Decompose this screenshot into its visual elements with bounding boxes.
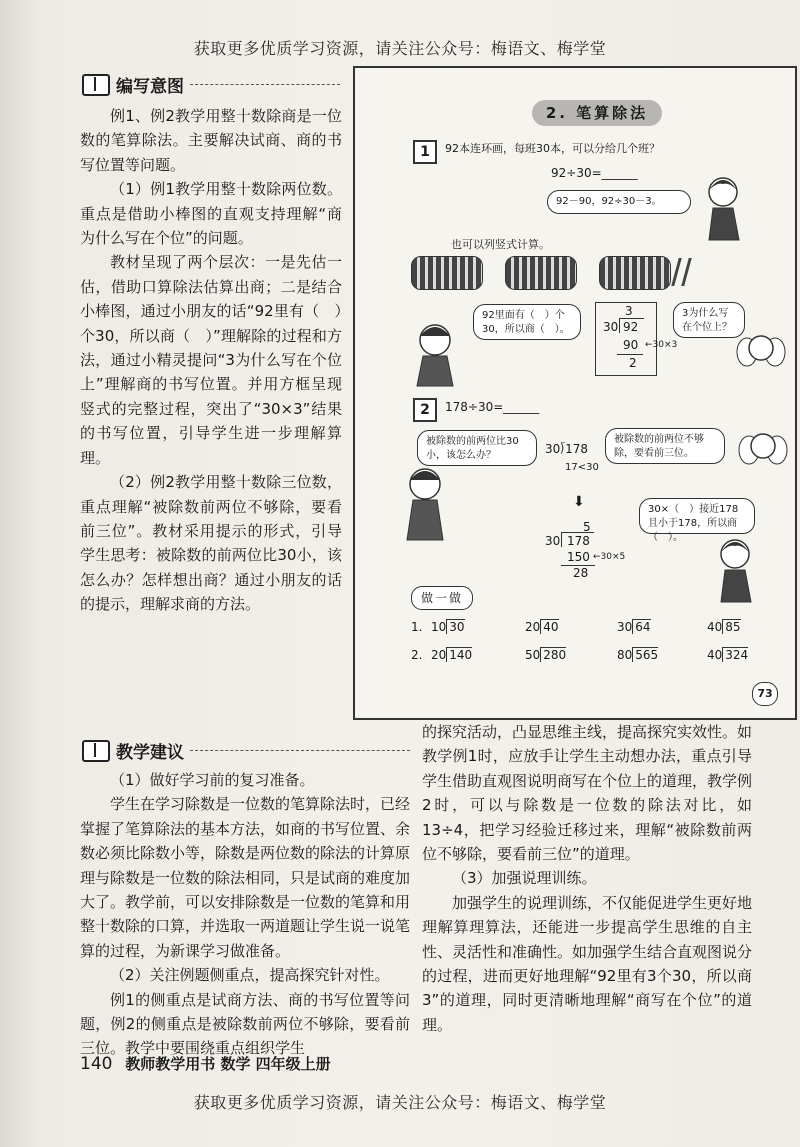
- paragraph: （2）关注例题侧重点，提高探究针对性。: [110, 966, 390, 985]
- example-2-badge: 2: [413, 398, 437, 422]
- example-2-equation: 178÷30=______: [445, 400, 540, 414]
- dividend: 280: [540, 647, 566, 662]
- product-note: ←30×5: [593, 552, 626, 562]
- product: 150: [567, 550, 590, 564]
- dividend: 324: [722, 647, 748, 662]
- example-2-girl-bubble: 30×（ ）接近178且小于178，所以商（ ）。: [639, 498, 755, 534]
- paragraph: （2）例2教学用整十数除三位数，重点理解“被除数前两位不够除，要看前三位”。教材采用提示的形式，引导学生思考：被除数的前两位比30小，该怎么办？怎样想出商？通过小朋友的话的提示，理解求商的方法。: [80, 473, 342, 614]
- divisor: 10: [431, 620, 447, 634]
- exercise-row-number: 1.: [411, 620, 423, 634]
- dividend: 140: [446, 647, 472, 662]
- divisor: 30: [545, 534, 561, 548]
- remainder: 28: [573, 566, 589, 580]
- subtraction-line: [617, 354, 643, 355]
- section-title: 教学建议: [116, 743, 184, 763]
- exercise-item: [431, 648, 472, 662]
- exercise-item: [525, 648, 566, 662]
- single-stick: [681, 258, 692, 286]
- example-2-boy-bubble: 被除数的前两位比30小，该怎么办？: [417, 430, 537, 466]
- dividend: 40: [540, 619, 558, 634]
- paragraph: 例1的侧重点是试商方法、商的书写位置等问题，例2的侧重点是被除数前两位不够除，要看前三位。教学中要围绕重点组织学生: [80, 990, 410, 1058]
- divisor: 50: [525, 648, 541, 662]
- product-note: ←30×3: [645, 340, 678, 350]
- book-title: 教师教学用书 数学 四年级上册: [125, 1055, 331, 1073]
- stick-bundle: [505, 256, 577, 290]
- dividend: 565: [632, 647, 658, 662]
- fairy-illustration: [737, 424, 789, 476]
- divisor: 80: [617, 648, 633, 662]
- divisor: 40: [707, 648, 723, 662]
- divisor: 20: [431, 648, 447, 662]
- girl-illustration: [699, 172, 749, 242]
- book-icon: [82, 740, 110, 762]
- try-it-label: 做一做: [411, 586, 473, 610]
- boy-illustration: [395, 462, 455, 542]
- boy-illustration: [405, 318, 465, 388]
- intent-text: [80, 104, 342, 617]
- exercise-item: [617, 648, 658, 662]
- suggestions-left-column: [80, 768, 410, 1061]
- boy-bubble: 92里面有（ ）个30，所以商（ ）。: [473, 304, 581, 340]
- dividend: 178: [567, 534, 590, 548]
- suggestions-right-column: [422, 720, 752, 1037]
- girl-illustration: [711, 534, 761, 604]
- paragraph: （1）做好学习前的复习准备。: [110, 771, 315, 789]
- example-2-compare: 17<30: [565, 462, 599, 473]
- paragraph: 的探究活动，凸显思维主线，提高探究实效性。如教学例1时，应放手让学生主动想办法，重点引导学生借助直观图说明商写在个位上的道理，教学例2时，可以与除数是一位数的除法对比，如13÷4，把学习经验迁移过来，理解“被除数前两位不够除，要看前三位”的道理。: [422, 723, 753, 864]
- stick-bundle: [411, 256, 483, 290]
- page-number: 140: [80, 1054, 113, 1074]
- book-icon: [82, 74, 110, 96]
- fairy-bubble: 3为什么写在个位上？: [673, 302, 745, 338]
- paragraph: 例1、例2教学用整十数除商是一位数的笔算除法。主要解决试商、商的书写位置等问题。: [80, 107, 342, 174]
- divisor: 40: [707, 620, 723, 634]
- watermark-top: 获取更多优质学习资源，请关注公众号：梅语文、梅学堂: [193, 39, 607, 58]
- exercise-item: [707, 648, 748, 662]
- dividend: 64: [632, 619, 650, 634]
- section-divider: [190, 750, 410, 752]
- section-header-intent: [82, 72, 184, 97]
- exercise-item: [707, 620, 741, 634]
- exercise-item: [431, 620, 465, 634]
- divisor: 30: [603, 320, 619, 334]
- paragraph: （3）加强说理训练。: [452, 869, 597, 888]
- single-stick: [671, 258, 682, 286]
- textbook-title: 2. 笔算除法: [532, 100, 662, 126]
- dividend: 92: [623, 320, 639, 334]
- paragraph: 加强学生的说理训练，不仅能促进学生更好地理解算理算法，还能进一步提高学生思维的自主性、灵活性和准确性。如加强学生结合直观图说分的过程，进而更好地理解“92里有3个30，所以商3”的道理，同时更清晰地理解“商写在个位”的道理。: [422, 893, 753, 1034]
- paragraph: 教材呈现了两个层次：一是先估一估，借助口算除法估算出商；二是结合小棒图，通过小朋友的话“92里有（ ）个30，所以商（ ）”理解除的过程和方法，通过小精灵提问“3为什么写在个位上”理解商的书写位置。并用方框呈现竖式的完整过程，突出了“30×3”结果的书写位置，引导学生进一步理解算理。: [80, 253, 342, 467]
- stick-bundle: [599, 256, 671, 290]
- section-divider: [190, 84, 340, 86]
- textbook-page-number: 73: [752, 682, 778, 706]
- exercise-item: [525, 620, 559, 634]
- remainder: 2: [629, 356, 637, 370]
- fairy-illustration: [735, 326, 787, 378]
- estimate-bubble: 92－90，92÷30－3。: [547, 190, 691, 214]
- example-2-fairy-bubble: 被除数的前两位不够除，要看前三位。: [605, 428, 725, 464]
- exercise-row-number: 2.: [411, 648, 423, 662]
- exercise-item: [617, 620, 651, 634]
- example-2-setup: 30⟌178: [545, 442, 589, 456]
- paragraph: 学生在学习除数是一位数的笔算除法时，已经掌握了笔算除法的基本方法，如商的书写位置、余数必须比除数小等，除数是两位数的除法的计算原理与除数是一位数的除法相同，只是试商的难度加大了。教学前，可以安排除数是一位数的笔算和用整十数除的口算，并选取一两道题让学生说一说笔算的过程，为新课学习做准备。: [80, 795, 411, 960]
- example-1-badge: 1: [413, 140, 437, 164]
- example-1-question: 92本连环画，每班30本，可以分给几个班？: [445, 142, 660, 155]
- quotient: 3: [625, 304, 633, 318]
- watermark-bottom: 获取更多优质学习资源，请关注公众号：梅语文、梅学堂: [193, 1093, 607, 1112]
- product: 90: [623, 338, 639, 352]
- dividend: 85: [722, 619, 740, 634]
- quotient: 5: [583, 520, 591, 534]
- paragraph: （1）例1教学用整十数除两位数。重点是借助小棒图的直观支持理解“商为什么写在个位”的问题。: [80, 180, 342, 248]
- page-footer: [80, 1053, 331, 1074]
- section-header-suggestions: [82, 738, 184, 763]
- divisor: 20: [525, 620, 541, 634]
- down-arrow: ⬇: [573, 494, 585, 510]
- divisor: 30: [617, 620, 633, 634]
- textbook-page-figure: [353, 66, 797, 720]
- vertical-hint: 也可以列竖式计算。: [451, 238, 550, 251]
- section-title: 编写意图: [116, 77, 184, 97]
- example-1-equation: 92÷30=______: [551, 166, 638, 180]
- dividend: 30: [446, 619, 464, 634]
